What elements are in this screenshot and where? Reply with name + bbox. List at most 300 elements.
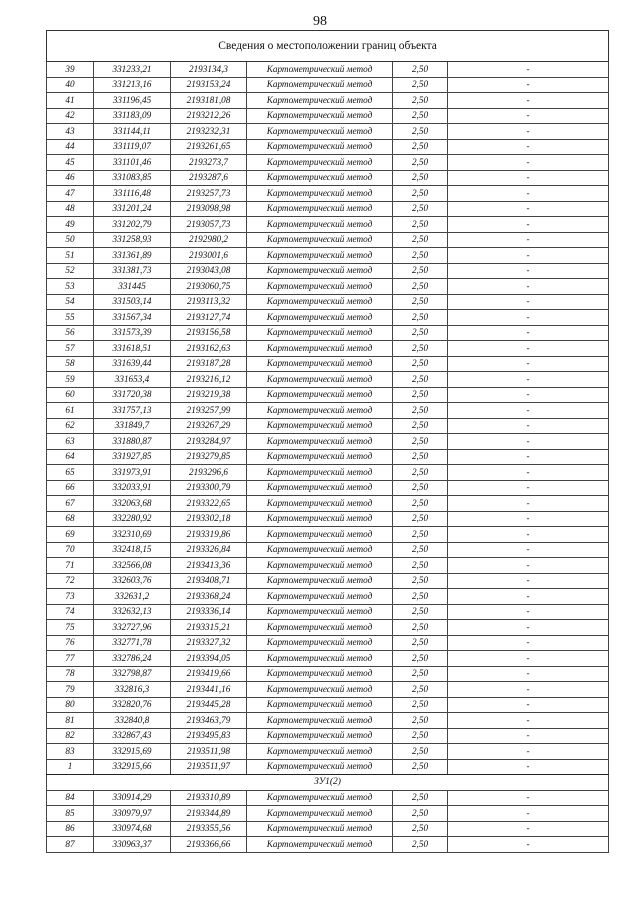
coordinate-x-cell: 332418,15 xyxy=(94,542,171,558)
table-row xyxy=(47,294,609,310)
coordinate-x-cell: 331361,89 xyxy=(94,248,171,264)
point-number-cell: 84 xyxy=(47,790,94,806)
table-row xyxy=(47,511,609,527)
table-title: Сведения о местоположении границ объекта xyxy=(47,31,609,62)
coordinate-x-cell: 332820,76 xyxy=(94,697,171,713)
method-cell: Картометрический метод xyxy=(247,496,393,512)
point-number-cell: 73 xyxy=(47,589,94,605)
accuracy-cell: 2,50 xyxy=(393,620,448,636)
method-cell: Картометрический метод xyxy=(247,248,393,264)
coordinate-x-cell: 331880,87 xyxy=(94,434,171,450)
note-cell: - xyxy=(448,372,609,388)
coordinate-y-cell: 2193302,18 xyxy=(171,511,247,527)
coordinate-x-cell: 332786,24 xyxy=(94,651,171,667)
method-cell: Картометрический метод xyxy=(247,170,393,186)
coordinate-y-cell: 2193267,29 xyxy=(171,418,247,434)
accuracy-cell: 2,50 xyxy=(393,341,448,357)
coordinate-y-cell: 2193212,26 xyxy=(171,108,247,124)
note-cell: - xyxy=(448,806,609,822)
table-row xyxy=(47,573,609,589)
point-number-cell: 87 xyxy=(47,837,94,853)
method-cell: Картометрический метод xyxy=(247,139,393,155)
coordinate-y-cell: 2193441,16 xyxy=(171,682,247,698)
coordinate-x-cell: 331202,79 xyxy=(94,217,171,233)
coordinate-y-cell: 2193310,89 xyxy=(171,790,247,806)
coordinate-y-cell: 2193232,31 xyxy=(171,124,247,140)
note-cell: - xyxy=(448,403,609,419)
table-row xyxy=(47,217,609,233)
table-row xyxy=(47,666,609,682)
note-cell: - xyxy=(448,604,609,620)
accuracy-cell: 2,50 xyxy=(393,93,448,109)
method-cell: Картометрический метод xyxy=(247,790,393,806)
method-cell: Картометрический метод xyxy=(247,744,393,760)
table-row xyxy=(47,635,609,651)
table-row xyxy=(47,418,609,434)
table-row xyxy=(47,403,609,419)
method-cell: Картометрический метод xyxy=(247,77,393,93)
coordinate-y-cell: 2193445,28 xyxy=(171,697,247,713)
coordinate-x-cell: 331258,93 xyxy=(94,232,171,248)
method-cell: Картометрический метод xyxy=(247,697,393,713)
coordinate-x-cell: 331573,39 xyxy=(94,325,171,341)
note-cell: - xyxy=(448,356,609,372)
accuracy-cell: 2,50 xyxy=(393,837,448,853)
table-row xyxy=(47,372,609,388)
point-number-cell: 83 xyxy=(47,744,94,760)
method-cell: Картометрический метод xyxy=(247,713,393,729)
note-cell: - xyxy=(448,294,609,310)
accuracy-cell: 2,50 xyxy=(393,325,448,341)
table-row xyxy=(47,62,609,78)
accuracy-cell: 2,50 xyxy=(393,310,448,326)
method-cell: Картометрический метод xyxy=(247,325,393,341)
coordinate-y-cell: 2193187,28 xyxy=(171,356,247,372)
point-number-cell: 40 xyxy=(47,77,94,93)
coordinate-x-cell: 330963,37 xyxy=(94,837,171,853)
note-cell: - xyxy=(448,651,609,667)
coordinate-y-cell: 2193216,12 xyxy=(171,372,247,388)
table-row xyxy=(47,93,609,109)
table-row xyxy=(47,434,609,450)
boundary-coordinates-table xyxy=(46,30,609,853)
coordinate-x-cell: 331144,11 xyxy=(94,124,171,140)
method-cell: Картометрический метод xyxy=(247,155,393,171)
accuracy-cell: 2,50 xyxy=(393,449,448,465)
coordinate-y-cell: 2193156,58 xyxy=(171,325,247,341)
note-cell: - xyxy=(448,496,609,512)
coordinate-x-cell: 332771,78 xyxy=(94,635,171,651)
coordinate-y-cell: 2193336,14 xyxy=(171,604,247,620)
coordinate-x-cell: 331639,44 xyxy=(94,356,171,372)
table-title-row xyxy=(47,31,609,62)
method-cell: Картометрический метод xyxy=(247,341,393,357)
coordinate-y-cell: 2193134,3 xyxy=(171,62,247,78)
method-cell: Картометрический метод xyxy=(247,635,393,651)
table-row xyxy=(47,558,609,574)
table-row xyxy=(47,651,609,667)
table-row xyxy=(47,279,609,295)
coordinate-x-cell: 332063,68 xyxy=(94,496,171,512)
note-cell: - xyxy=(448,666,609,682)
method-cell: Картометрический метод xyxy=(247,201,393,217)
note-cell: - xyxy=(448,387,609,403)
method-cell: Картометрический метод xyxy=(247,124,393,140)
point-number-cell: 86 xyxy=(47,821,94,837)
point-number-cell: 61 xyxy=(47,403,94,419)
coordinate-y-cell: 2193043,08 xyxy=(171,263,247,279)
coordinate-x-cell: 332816,3 xyxy=(94,682,171,698)
note-cell: - xyxy=(448,155,609,171)
coordinate-y-cell: 2193419,66 xyxy=(171,666,247,682)
method-cell: Картометрический метод xyxy=(247,558,393,574)
method-cell: Картометрический метод xyxy=(247,573,393,589)
method-cell: Картометрический метод xyxy=(247,651,393,667)
accuracy-cell: 2,50 xyxy=(393,62,448,78)
accuracy-cell: 2,50 xyxy=(393,806,448,822)
table-row xyxy=(47,620,609,636)
coordinate-x-cell: 330974,68 xyxy=(94,821,171,837)
coordinate-x-cell: 331233,21 xyxy=(94,62,171,78)
note-cell: - xyxy=(448,620,609,636)
method-cell: Картометрический метод xyxy=(247,542,393,558)
coordinate-x-cell: 331381,73 xyxy=(94,263,171,279)
note-cell: - xyxy=(448,713,609,729)
coordinate-x-cell: 330979,97 xyxy=(94,806,171,822)
method-cell: Картометрический метод xyxy=(247,589,393,605)
table-row xyxy=(47,155,609,171)
method-cell: Картометрический метод xyxy=(247,62,393,78)
accuracy-cell: 2,50 xyxy=(393,697,448,713)
point-number-cell: 51 xyxy=(47,248,94,264)
method-cell: Картометрический метод xyxy=(247,511,393,527)
point-number-cell: 62 xyxy=(47,418,94,434)
note-cell: - xyxy=(448,325,609,341)
point-number-cell: 63 xyxy=(47,434,94,450)
table-row xyxy=(47,713,609,729)
point-number-cell: 50 xyxy=(47,232,94,248)
table-row xyxy=(47,821,609,837)
note-cell: - xyxy=(448,480,609,496)
method-cell: Картометрический метод xyxy=(247,465,393,481)
coordinate-x-cell: 331101,46 xyxy=(94,155,171,171)
accuracy-cell: 2,50 xyxy=(393,201,448,217)
point-number-cell: 77 xyxy=(47,651,94,667)
table-row xyxy=(47,387,609,403)
table-row xyxy=(47,604,609,620)
coordinate-x-cell: 331445 xyxy=(94,279,171,295)
point-number-cell: 49 xyxy=(47,217,94,233)
table-row xyxy=(47,589,609,605)
note-cell: - xyxy=(448,232,609,248)
coordinate-x-cell: 331201,24 xyxy=(94,201,171,217)
method-cell: Картометрический метод xyxy=(247,821,393,837)
coordinate-x-cell: 332915,66 xyxy=(94,759,171,775)
note-cell: - xyxy=(448,434,609,450)
point-number-cell: 55 xyxy=(47,310,94,326)
note-cell: - xyxy=(448,170,609,186)
table-row xyxy=(47,837,609,853)
table-row xyxy=(47,759,609,775)
coordinate-y-cell: 2193287,6 xyxy=(171,170,247,186)
point-number-cell: 47 xyxy=(47,186,94,202)
coordinate-y-cell: 2193366,66 xyxy=(171,837,247,853)
note-cell: - xyxy=(448,837,609,853)
coordinate-y-cell: 2193322,65 xyxy=(171,496,247,512)
coordinate-x-cell: 331119,07 xyxy=(94,139,171,155)
table-row xyxy=(47,682,609,698)
accuracy-cell: 2,50 xyxy=(393,542,448,558)
table-row xyxy=(47,449,609,465)
accuracy-cell: 2,50 xyxy=(393,372,448,388)
point-number-cell: 71 xyxy=(47,558,94,574)
table-row xyxy=(47,480,609,496)
coordinate-x-cell: 331567,34 xyxy=(94,310,171,326)
method-cell: Картометрический метод xyxy=(247,620,393,636)
table-row xyxy=(47,248,609,264)
note-cell: - xyxy=(448,697,609,713)
point-number-cell: 42 xyxy=(47,108,94,124)
table-row xyxy=(47,310,609,326)
point-number-cell: 53 xyxy=(47,279,94,295)
table-row xyxy=(47,77,609,93)
coordinate-x-cell: 331927,85 xyxy=(94,449,171,465)
note-cell: - xyxy=(448,77,609,93)
coordinate-x-cell: 332867,43 xyxy=(94,728,171,744)
table-row xyxy=(47,263,609,279)
method-cell: Картометрический метод xyxy=(247,837,393,853)
point-number-cell: 80 xyxy=(47,697,94,713)
point-number-cell: 46 xyxy=(47,170,94,186)
point-number-cell: 69 xyxy=(47,527,94,543)
coordinate-y-cell: 2193368,24 xyxy=(171,589,247,605)
accuracy-cell: 2,50 xyxy=(393,403,448,419)
point-number-cell: 67 xyxy=(47,496,94,512)
method-cell: Картометрический метод xyxy=(247,666,393,682)
coordinate-y-cell: 2193300,79 xyxy=(171,480,247,496)
coordinate-y-cell: 2192980,2 xyxy=(171,232,247,248)
table-row xyxy=(47,186,609,202)
method-cell: Картометрический метод xyxy=(247,682,393,698)
method-cell: Картометрический метод xyxy=(247,604,393,620)
accuracy-cell: 2,50 xyxy=(393,124,448,140)
table-row xyxy=(47,325,609,341)
table-row xyxy=(47,170,609,186)
note-cell: - xyxy=(448,93,609,109)
accuracy-cell: 2,50 xyxy=(393,635,448,651)
point-number-cell: 74 xyxy=(47,604,94,620)
point-number-cell: 52 xyxy=(47,263,94,279)
note-cell: - xyxy=(448,108,609,124)
accuracy-cell: 2,50 xyxy=(393,77,448,93)
note-cell: - xyxy=(448,573,609,589)
accuracy-cell: 2,50 xyxy=(393,108,448,124)
note-cell: - xyxy=(448,124,609,140)
method-cell: Картометрический метод xyxy=(247,480,393,496)
coordinate-x-cell: 332915,69 xyxy=(94,744,171,760)
coordinate-x-cell: 331196,45 xyxy=(94,93,171,109)
method-cell: Картометрический метод xyxy=(247,232,393,248)
accuracy-cell: 2,50 xyxy=(393,713,448,729)
coordinate-y-cell: 2193394,05 xyxy=(171,651,247,667)
coordinate-y-cell: 2193098,98 xyxy=(171,201,247,217)
point-number-cell: 72 xyxy=(47,573,94,589)
coordinate-x-cell: 332727,96 xyxy=(94,620,171,636)
accuracy-cell: 2,50 xyxy=(393,356,448,372)
point-number-cell: 68 xyxy=(47,511,94,527)
coordinate-y-cell: 2193273,7 xyxy=(171,155,247,171)
point-number-cell: 76 xyxy=(47,635,94,651)
table-row xyxy=(47,139,609,155)
note-cell: - xyxy=(448,279,609,295)
coordinate-x-cell: 331503,14 xyxy=(94,294,171,310)
method-cell: Картометрический метод xyxy=(247,449,393,465)
coordinate-y-cell: 2193284,97 xyxy=(171,434,247,450)
accuracy-cell: 2,50 xyxy=(393,480,448,496)
table-row xyxy=(47,201,609,217)
point-number-cell: 60 xyxy=(47,387,94,403)
table-row xyxy=(47,527,609,543)
method-cell: Картометрический метод xyxy=(247,356,393,372)
accuracy-cell: 2,50 xyxy=(393,186,448,202)
note-cell: - xyxy=(448,449,609,465)
coordinate-x-cell: 332631,2 xyxy=(94,589,171,605)
table-row xyxy=(47,108,609,124)
note-cell: - xyxy=(448,201,609,217)
coordinate-y-cell: 2193113,32 xyxy=(171,294,247,310)
coordinate-y-cell: 2193495,83 xyxy=(171,728,247,744)
coordinate-y-cell: 2193060,75 xyxy=(171,279,247,295)
point-number-cell: 43 xyxy=(47,124,94,140)
coordinate-y-cell: 2193355,56 xyxy=(171,821,247,837)
accuracy-cell: 2,50 xyxy=(393,511,448,527)
coordinate-x-cell: 332566,08 xyxy=(94,558,171,574)
coordinate-y-cell: 2193153,24 xyxy=(171,77,247,93)
method-cell: Картометрический метод xyxy=(247,434,393,450)
table-row xyxy=(47,806,609,822)
coordinate-x-cell: 332033,91 xyxy=(94,480,171,496)
coordinate-y-cell: 2193463,79 xyxy=(171,713,247,729)
accuracy-cell: 2,50 xyxy=(393,821,448,837)
coordinate-y-cell: 2193127,74 xyxy=(171,310,247,326)
coordinate-x-cell: 331653,4 xyxy=(94,372,171,388)
accuracy-cell: 2,50 xyxy=(393,465,448,481)
coordinate-y-cell: 2193181,08 xyxy=(171,93,247,109)
method-cell: Картометрический метод xyxy=(247,806,393,822)
note-cell: - xyxy=(448,62,609,78)
coordinate-y-cell: 2193057,73 xyxy=(171,217,247,233)
method-cell: Картометрический метод xyxy=(247,387,393,403)
accuracy-cell: 2,50 xyxy=(393,418,448,434)
point-number-cell: 45 xyxy=(47,155,94,171)
accuracy-cell: 2,50 xyxy=(393,604,448,620)
note-cell: - xyxy=(448,418,609,434)
point-number-cell: 64 xyxy=(47,449,94,465)
accuracy-cell: 2,50 xyxy=(393,232,448,248)
table-row xyxy=(47,728,609,744)
point-number-cell: 79 xyxy=(47,682,94,698)
note-cell: - xyxy=(448,511,609,527)
point-number-cell: 85 xyxy=(47,806,94,822)
point-number-cell: 54 xyxy=(47,294,94,310)
coordinate-y-cell: 2193261,65 xyxy=(171,139,247,155)
method-cell: Картометрический метод xyxy=(247,294,393,310)
coordinate-x-cell: 332603,76 xyxy=(94,573,171,589)
table-row xyxy=(47,124,609,140)
point-number-cell: 75 xyxy=(47,620,94,636)
coordinate-x-cell: 331618,51 xyxy=(94,341,171,357)
point-number-cell: 70 xyxy=(47,542,94,558)
point-number-cell: 57 xyxy=(47,341,94,357)
note-cell: - xyxy=(448,821,609,837)
accuracy-cell: 2,50 xyxy=(393,589,448,605)
note-cell: - xyxy=(448,558,609,574)
note-cell: - xyxy=(448,589,609,605)
method-cell: Картометрический метод xyxy=(247,263,393,279)
note-cell: - xyxy=(448,527,609,543)
accuracy-cell: 2,50 xyxy=(393,434,448,450)
coordinate-y-cell: 2193511,98 xyxy=(171,744,247,760)
note-cell: - xyxy=(448,341,609,357)
point-number-cell: 58 xyxy=(47,356,94,372)
note-cell: - xyxy=(448,759,609,775)
coordinate-x-cell: 331849,7 xyxy=(94,418,171,434)
coordinate-y-cell: 2193511,97 xyxy=(171,759,247,775)
note-cell: - xyxy=(448,790,609,806)
note-cell: - xyxy=(448,542,609,558)
method-cell: Картометрический метод xyxy=(247,403,393,419)
method-cell: Картометрический метод xyxy=(247,217,393,233)
coordinate-y-cell: 2193344,89 xyxy=(171,806,247,822)
point-number-cell: 48 xyxy=(47,201,94,217)
coordinate-x-cell: 332280,92 xyxy=(94,511,171,527)
point-number-cell: 81 xyxy=(47,713,94,729)
note-cell: - xyxy=(448,728,609,744)
note-cell: - xyxy=(448,263,609,279)
coordinate-y-cell: 2193326,84 xyxy=(171,542,247,558)
accuracy-cell: 2,50 xyxy=(393,496,448,512)
method-cell: Картометрический метод xyxy=(247,310,393,326)
coordinate-x-cell: 331116,48 xyxy=(94,186,171,202)
accuracy-cell: 2,50 xyxy=(393,294,448,310)
coordinate-y-cell: 2193319,86 xyxy=(171,527,247,543)
coordinate-y-cell: 2193413,36 xyxy=(171,558,247,574)
table-row xyxy=(47,790,609,806)
method-cell: Картометрический метод xyxy=(247,527,393,543)
coordinate-y-cell: 2193257,99 xyxy=(171,403,247,419)
coordinate-x-cell: 330914,29 xyxy=(94,790,171,806)
point-number-cell: 66 xyxy=(47,480,94,496)
accuracy-cell: 2,50 xyxy=(393,170,448,186)
coordinate-y-cell: 2193408,71 xyxy=(171,573,247,589)
accuracy-cell: 2,50 xyxy=(393,139,448,155)
accuracy-cell: 2,50 xyxy=(393,728,448,744)
table-row xyxy=(47,496,609,512)
section-row xyxy=(47,775,609,791)
method-cell: Картометрический метод xyxy=(247,279,393,295)
point-number-cell: 56 xyxy=(47,325,94,341)
coordinate-x-cell: 331757,13 xyxy=(94,403,171,419)
point-number-cell: 78 xyxy=(47,666,94,682)
accuracy-cell: 2,50 xyxy=(393,387,448,403)
coordinate-y-cell: 2193257,73 xyxy=(171,186,247,202)
table-row xyxy=(47,356,609,372)
accuracy-cell: 2,50 xyxy=(393,527,448,543)
coordinate-x-cell: 332798,87 xyxy=(94,666,171,682)
table-row xyxy=(47,697,609,713)
coordinate-x-cell: 332310,69 xyxy=(94,527,171,543)
coordinate-y-cell: 2193327,32 xyxy=(171,635,247,651)
